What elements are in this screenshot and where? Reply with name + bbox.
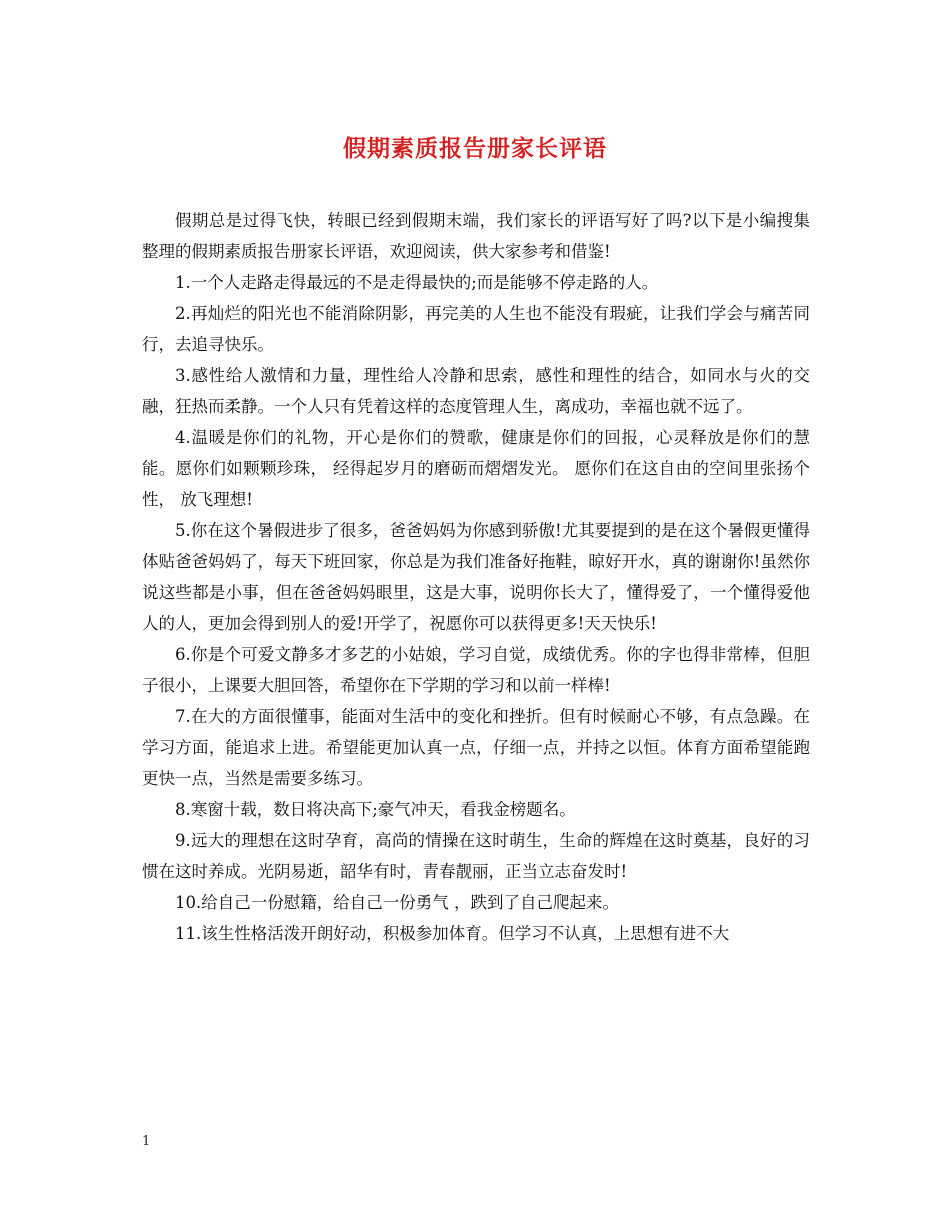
comment-paragraph: 2.再灿烂的阳光也不能消除阴影，再完美的人生也不能没有瑕疵，让我们学会与痛苦同行，去追寻快乐。 bbox=[142, 304, 810, 354]
document-title: 假期素质报告册家长评语 bbox=[343, 135, 607, 162]
document-body bbox=[142, 205, 810, 949]
comment-paragraph: 8.寒窗十载，数日将决高下;豪气冲天，看我金榜题名。 bbox=[175, 800, 576, 819]
comment-paragraph: 10.给自己一份慰籍，给自己一份勇气 ，跌到了自己爬起来。 bbox=[175, 893, 619, 912]
comment-paragraph: 9.远大的理想在这时孕育，高尚的情操在这时萌生，生命的辉煌在这时奠基，良好的习惯在这时养成。光阴易逝，韶华有时，青春靓丽，正当立志奋发时! bbox=[142, 831, 810, 881]
page-number: 1 bbox=[142, 1134, 151, 1149]
comment-paragraph: 1.一个人走路走得最远的不是走得最快的;而是能够不停走路的人。 bbox=[175, 273, 659, 292]
intro-paragraph: 假期总是过得飞快，转眼已经到假期末端，我们家长的评语写好了吗?以下是小编搜集整理的假期素质报告册家长评语，欢迎阅读，供大家参考和借鉴! bbox=[142, 211, 810, 261]
comment-paragraph: 11.该生性格活泼开朗好动，积极参加体育。但学习不认真，上思想有进不大 bbox=[175, 924, 730, 943]
comment-paragraph: 6.你是个可爱文静多才多艺的小姑娘，学习自觉，成绩优秀。你的字也得非常棒，但胆子很小，上课要大胆回答，希望你在下学期的学习和以前一样棒! bbox=[142, 645, 810, 695]
comment-paragraph: 4.温暖是你们的礼物，开心是你们的赞歌，健康是你们的回报，心灵释放是你们的慧能。愿你们如颗颗珍珠， 经得起岁月的磨砺而熠熠发光。 愿你们在这自由的空间里张扬个性， 放飞理想! bbox=[142, 428, 810, 509]
comment-paragraph: 5.你在这个暑假进步了很多，爸爸妈妈为你感到骄傲!尤其要提到的是在这个暑假更懂得体贴爸爸妈妈了，每天下班回家，你总是为我们准备好拖鞋，晾好开水，真的谢谢你!虽然你说这些都是小事，但在爸爸妈妈眼里，这是大事，说明你长大了，懂得爱了，一个懂得爱他人的人，更加会得到别人的爱!开学了，祝愿你可以获得更多!天天快乐! bbox=[142, 521, 810, 633]
comment-paragraph: 7.在大的方面很懂事，能面对生活中的变化和挫折。但有时候耐心不够，有点急躁。在学习方面，能追求上进。希望能更加认真一点，仔细一点，并持之以恒。体育方面希望能跑更快一点，当然是需要多练习。 bbox=[142, 707, 810, 788]
comment-paragraph: 3.感性给人激情和力量，理性给人冷静和思索，感性和理性的结合，如同水与火的交融，狂热而柔静。一个人只有凭着这样的态度管理人生，离成功，幸福也就不远了。 bbox=[142, 366, 810, 416]
